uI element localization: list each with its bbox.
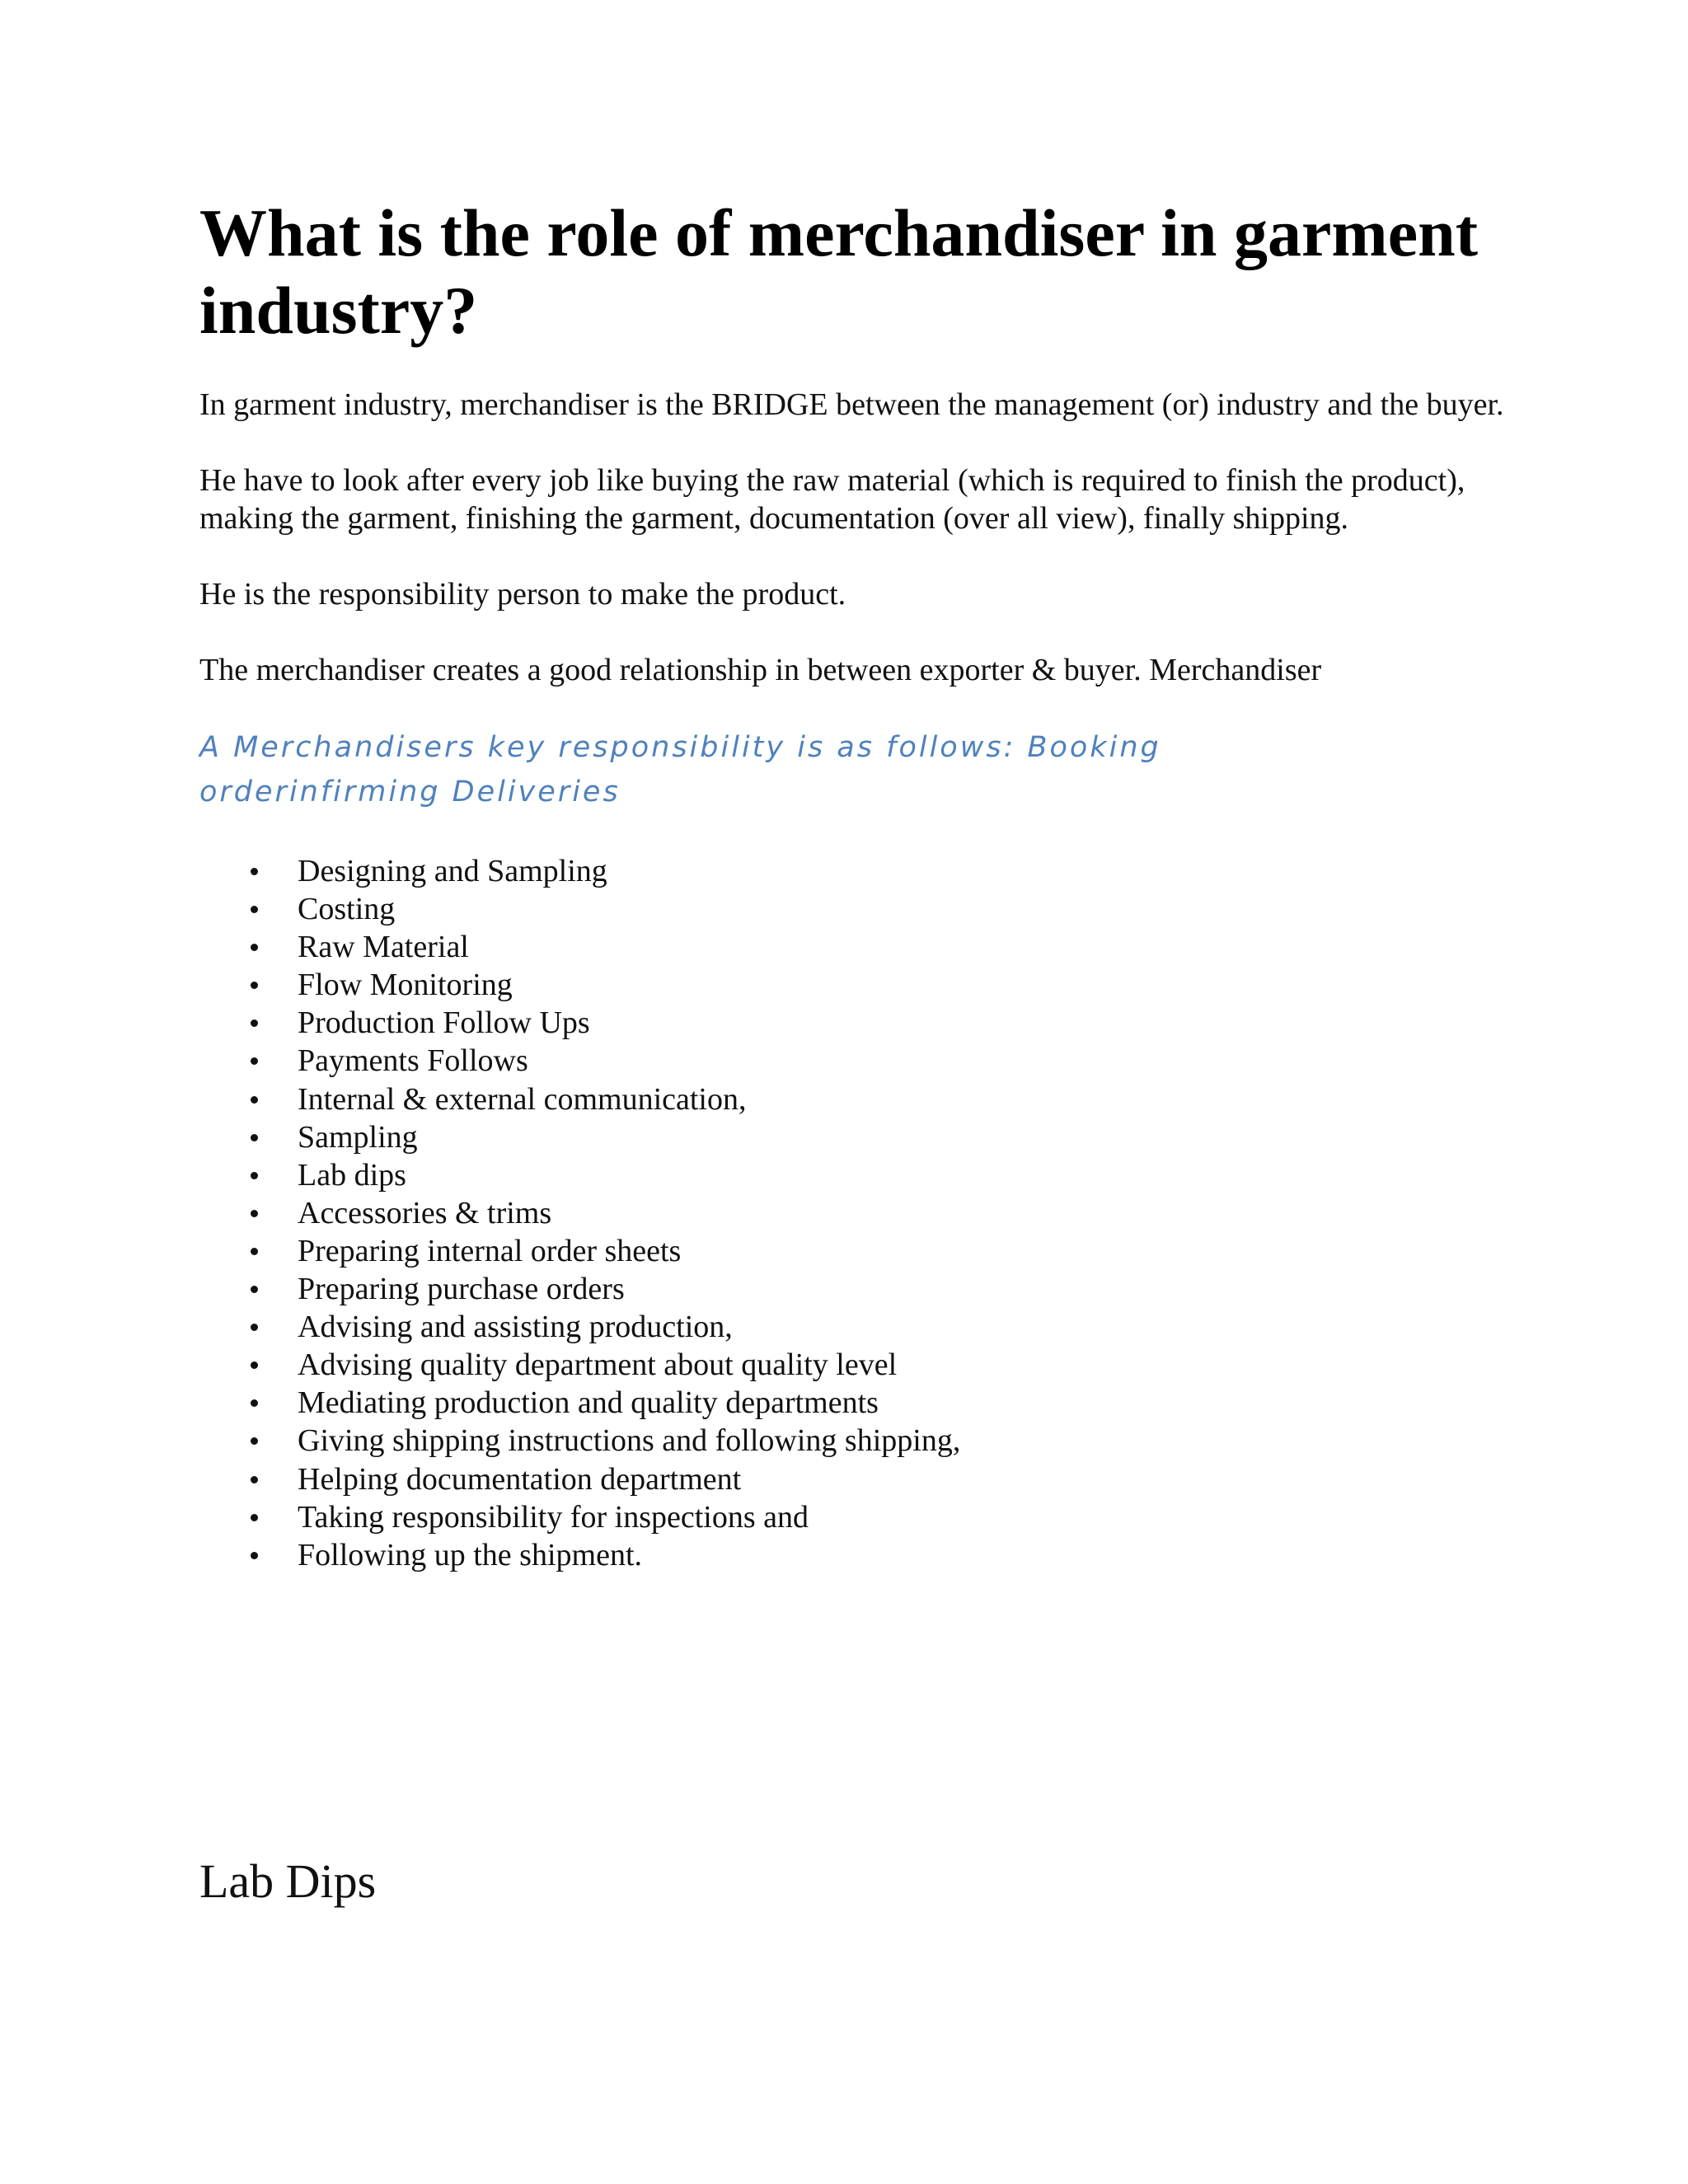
list-item-text: Designing and Sampling (298, 854, 607, 888)
responsibilities-list (199, 852, 1518, 1574)
list-item-text: Taking responsibility for inspections and (298, 1499, 809, 1535)
list-item-text: Payments Follows (298, 1043, 528, 1079)
list-item-text: Raw Material (298, 930, 469, 965)
intro-paragraph: In garment industry, merchandiser is the BRIDGE between the management (or) industry and the buyer. (199, 387, 1504, 422)
responsibility-paragraph: He is the responsibility person to make the product. (199, 577, 846, 612)
bullet-icon (251, 1019, 258, 1027)
list-item (199, 966, 1518, 1004)
bullet-icon (251, 1172, 258, 1179)
list-item (199, 1004, 1518, 1042)
bullet-icon (251, 944, 258, 951)
bullet-icon (251, 1514, 258, 1521)
list-item (199, 1156, 1518, 1194)
page-content (199, 194, 1518, 1574)
list-item (199, 928, 1518, 966)
list-item (199, 1422, 1518, 1460)
bullet-icon (251, 1361, 258, 1369)
bullet-icon (251, 1399, 258, 1407)
bullet-icon (251, 1134, 258, 1141)
list-item (199, 852, 1518, 890)
bullet-icon (251, 1096, 258, 1104)
bullet-icon (251, 1324, 258, 1331)
list-item-text: Costing (298, 892, 396, 927)
list-item (199, 890, 1518, 928)
bullet-icon (251, 982, 258, 989)
list-item (199, 1270, 1518, 1308)
list-item (199, 1232, 1518, 1270)
lab-dips-heading: Lab Dips (199, 1854, 377, 1908)
bullet-icon (251, 1057, 258, 1065)
list-item-text: Internal & external communication, (298, 1081, 747, 1117)
list-item-text: Preparing purchase orders (298, 1272, 625, 1307)
list-item (199, 1308, 1518, 1346)
duties-paragraph: He have to look after every job like buying the raw material (which is required to finish the product), making the garment, finishing the garment, documentation (over all view), finally shipping. (199, 463, 1465, 536)
relationship-paragraph: The merchandiser creates a good relationship in between exporter & buyer. Merchandiser (199, 653, 1322, 687)
list-item (199, 1384, 1518, 1422)
bullet-icon (251, 1437, 258, 1445)
list-item (199, 1460, 1518, 1498)
list-item (199, 1346, 1518, 1384)
list-item-text: Mediating production and quality departments (298, 1385, 879, 1421)
list-item-text: Preparing internal order sheets (298, 1233, 682, 1268)
list-item-text: Giving shipping instructions and following shipping, (298, 1423, 961, 1459)
bullet-icon (251, 1476, 258, 1483)
list-item-text: Flow Monitoring (298, 968, 513, 1003)
bullet-icon (251, 906, 258, 913)
list-item-text: Following up the shipment. (298, 1537, 642, 1572)
list-item-text: Advising quality department about quality level (298, 1347, 898, 1383)
list-item-text: Production Follow Ups (298, 1005, 590, 1041)
bullet-icon (251, 1286, 258, 1293)
bullet-icon (251, 1552, 258, 1559)
list-item-text: Accessories & trims (298, 1195, 552, 1230)
page-title: What is the role of merchandiser in garment industry? (199, 195, 1479, 348)
list-item (199, 1080, 1518, 1118)
list-item-text: Lab dips (298, 1157, 406, 1193)
list-item-text: Helping documentation department (298, 1461, 742, 1497)
list-item (199, 1042, 1518, 1080)
list-item-text: Advising and assisting production, (298, 1310, 733, 1345)
bullet-icon (251, 868, 258, 875)
list-item (199, 1498, 1518, 1536)
list-item (199, 1536, 1518, 1574)
list-item (199, 1194, 1518, 1232)
list-item (199, 1118, 1518, 1156)
bullet-icon (251, 1248, 258, 1255)
bullet-icon (251, 1210, 258, 1217)
responsibilities-heading: A Merchandisers key responsibility is as follows: Booking orderinfirming Deliveries (199, 731, 1161, 808)
list-item-text: Sampling (298, 1119, 418, 1155)
